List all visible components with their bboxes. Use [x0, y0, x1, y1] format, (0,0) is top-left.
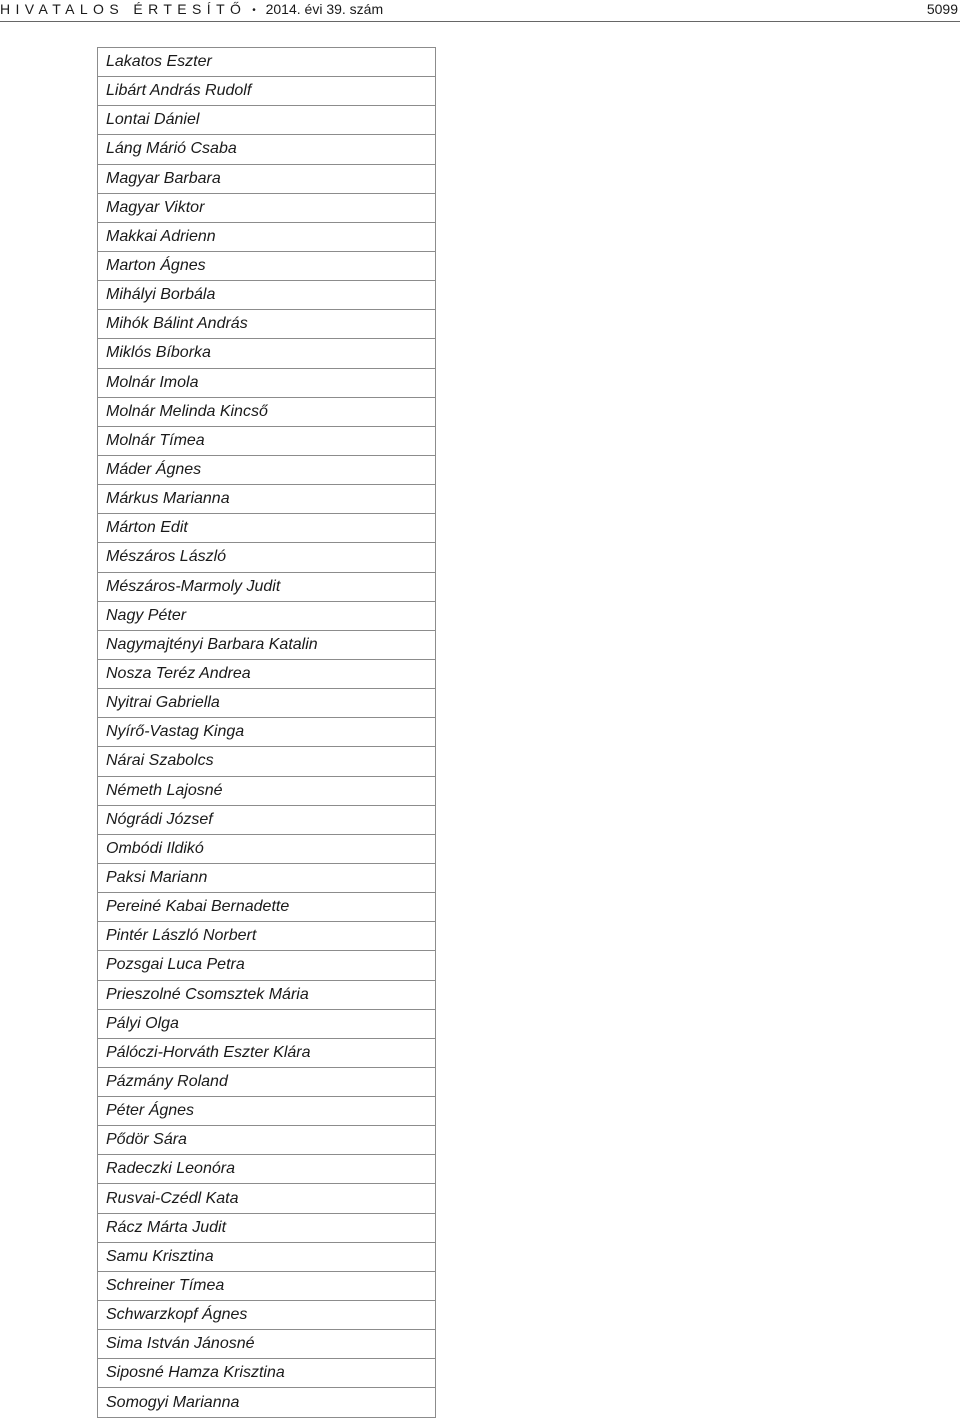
name-cell: Pereiné Kabai Bernadette: [98, 893, 436, 922]
name-cell: Nyírő-Vastag Kinga: [98, 718, 436, 747]
name-cell: Siposné Hamza Krisztina: [98, 1359, 436, 1388]
table-row: [98, 485, 436, 514]
header-publication-info: [0, 0, 383, 20]
issue-label: 2014. évi 39. szám: [265, 1, 384, 17]
table-row: [98, 951, 436, 980]
table-row: [98, 1009, 436, 1038]
table-row: [98, 1126, 436, 1155]
table-row: [98, 1271, 436, 1300]
name-cell: Pintér László Norbert: [98, 922, 436, 951]
table-row: [98, 689, 436, 718]
table-row: [98, 1301, 436, 1330]
name-cell: Nárai Szabolcs: [98, 747, 436, 776]
name-cell: Marton Ágnes: [98, 251, 436, 280]
name-cell: Pődör Sára: [98, 1126, 436, 1155]
table-row: [98, 455, 436, 484]
page-header: [0, 0, 960, 22]
name-cell: Libárt András Rudolf: [98, 77, 436, 106]
name-cell: Schreiner Tímea: [98, 1271, 436, 1300]
table-row: [98, 48, 436, 77]
table-row: [98, 1184, 436, 1213]
table-row: [98, 863, 436, 892]
table-row: [98, 1038, 436, 1067]
name-cell: Somogyi Marianna: [98, 1388, 436, 1417]
table-row: [98, 834, 436, 863]
name-cell: Lakatos Eszter: [98, 48, 436, 77]
table-row: [98, 310, 436, 339]
name-cell: Sima István Jánosné: [98, 1330, 436, 1359]
table-row: [98, 572, 436, 601]
table-row: [98, 922, 436, 951]
name-cell: Nyitrai Gabriella: [98, 689, 436, 718]
name-cell: Márkus Marianna: [98, 485, 436, 514]
table-row: [98, 426, 436, 455]
name-cell: Radeczki Leonóra: [98, 1155, 436, 1184]
name-cell: Mészáros-Marmoly Judit: [98, 572, 436, 601]
name-cell: Magyar Barbara: [98, 164, 436, 193]
table-row: [98, 776, 436, 805]
table-row: [98, 164, 436, 193]
page-number: 5099: [926, 1, 958, 17]
table-row: [98, 718, 436, 747]
name-cell: Ombódi Ildikó: [98, 834, 436, 863]
name-cell: Németh Lajosné: [98, 776, 436, 805]
name-list-body: [98, 48, 436, 1418]
name-cell: Molnár Melinda Kincső: [98, 397, 436, 426]
table-row: [98, 77, 436, 106]
table-row: [98, 106, 436, 135]
name-cell: Pozsgai Luca Petra: [98, 951, 436, 980]
name-cell: Péter Ágnes: [98, 1097, 436, 1126]
table-row: [98, 193, 436, 222]
table-row: [98, 659, 436, 688]
name-cell: Molnár Imola: [98, 368, 436, 397]
name-cell: Mihók Bálint András: [98, 310, 436, 339]
name-cell: Paksi Mariann: [98, 863, 436, 892]
table-row: [98, 368, 436, 397]
publication-title: HIVATALOS ÉRTESÍTŐ: [0, 1, 247, 17]
name-cell: Samu Krisztina: [98, 1242, 436, 1271]
table-row: [98, 1330, 436, 1359]
name-cell: Láng Márió Csaba: [98, 135, 436, 164]
table-row: [98, 1242, 436, 1271]
name-cell: Mihályi Borbála: [98, 281, 436, 310]
table-row: [98, 1155, 436, 1184]
header-divider: [0, 21, 960, 22]
table-row: [98, 339, 436, 368]
name-cell: Prieszolné Csomsztek Mária: [98, 980, 436, 1009]
table-row: [98, 805, 436, 834]
table-row: [98, 893, 436, 922]
bullet-separator: •: [252, 5, 256, 16]
name-cell: Miklós Bíborka: [98, 339, 436, 368]
name-cell: Molnár Tímea: [98, 426, 436, 455]
name-cell: Nógrádi József: [98, 805, 436, 834]
table-row: [98, 514, 436, 543]
table-row: [98, 397, 436, 426]
name-cell: Pálóczi-Horváth Eszter Klára: [98, 1038, 436, 1067]
name-cell: Rácz Márta Judit: [98, 1213, 436, 1242]
table-row: [98, 1359, 436, 1388]
table-row: [98, 1213, 436, 1242]
table-row: [98, 1067, 436, 1096]
name-cell: Nagymajtényi Barbara Katalin: [98, 630, 436, 659]
name-list-table: [97, 47, 436, 1418]
table-row: [98, 135, 436, 164]
name-cell: Mészáros László: [98, 543, 436, 572]
table-row: [98, 630, 436, 659]
name-cell: Lontai Dániel: [98, 106, 436, 135]
table-row: [98, 281, 436, 310]
table-row: [98, 1388, 436, 1417]
name-cell: Máder Ágnes: [98, 455, 436, 484]
name-cell: Schwarzkopf Ágnes: [98, 1301, 436, 1330]
table-row: [98, 980, 436, 1009]
table-row: [98, 543, 436, 572]
name-cell: Nagy Péter: [98, 601, 436, 630]
name-cell: Márton Edit: [98, 514, 436, 543]
table-row: [98, 251, 436, 280]
table-row: [98, 601, 436, 630]
table-row: [98, 1097, 436, 1126]
name-cell: Magyar Viktor: [98, 193, 436, 222]
name-cell: Pályi Olga: [98, 1009, 436, 1038]
table-row: [98, 222, 436, 251]
name-cell: Nosza Teréz Andrea: [98, 659, 436, 688]
name-cell: Pázmány Roland: [98, 1067, 436, 1096]
table-row: [98, 747, 436, 776]
name-cell: Rusvai-Czédl Kata: [98, 1184, 436, 1213]
name-cell: Makkai Adrienn: [98, 222, 436, 251]
